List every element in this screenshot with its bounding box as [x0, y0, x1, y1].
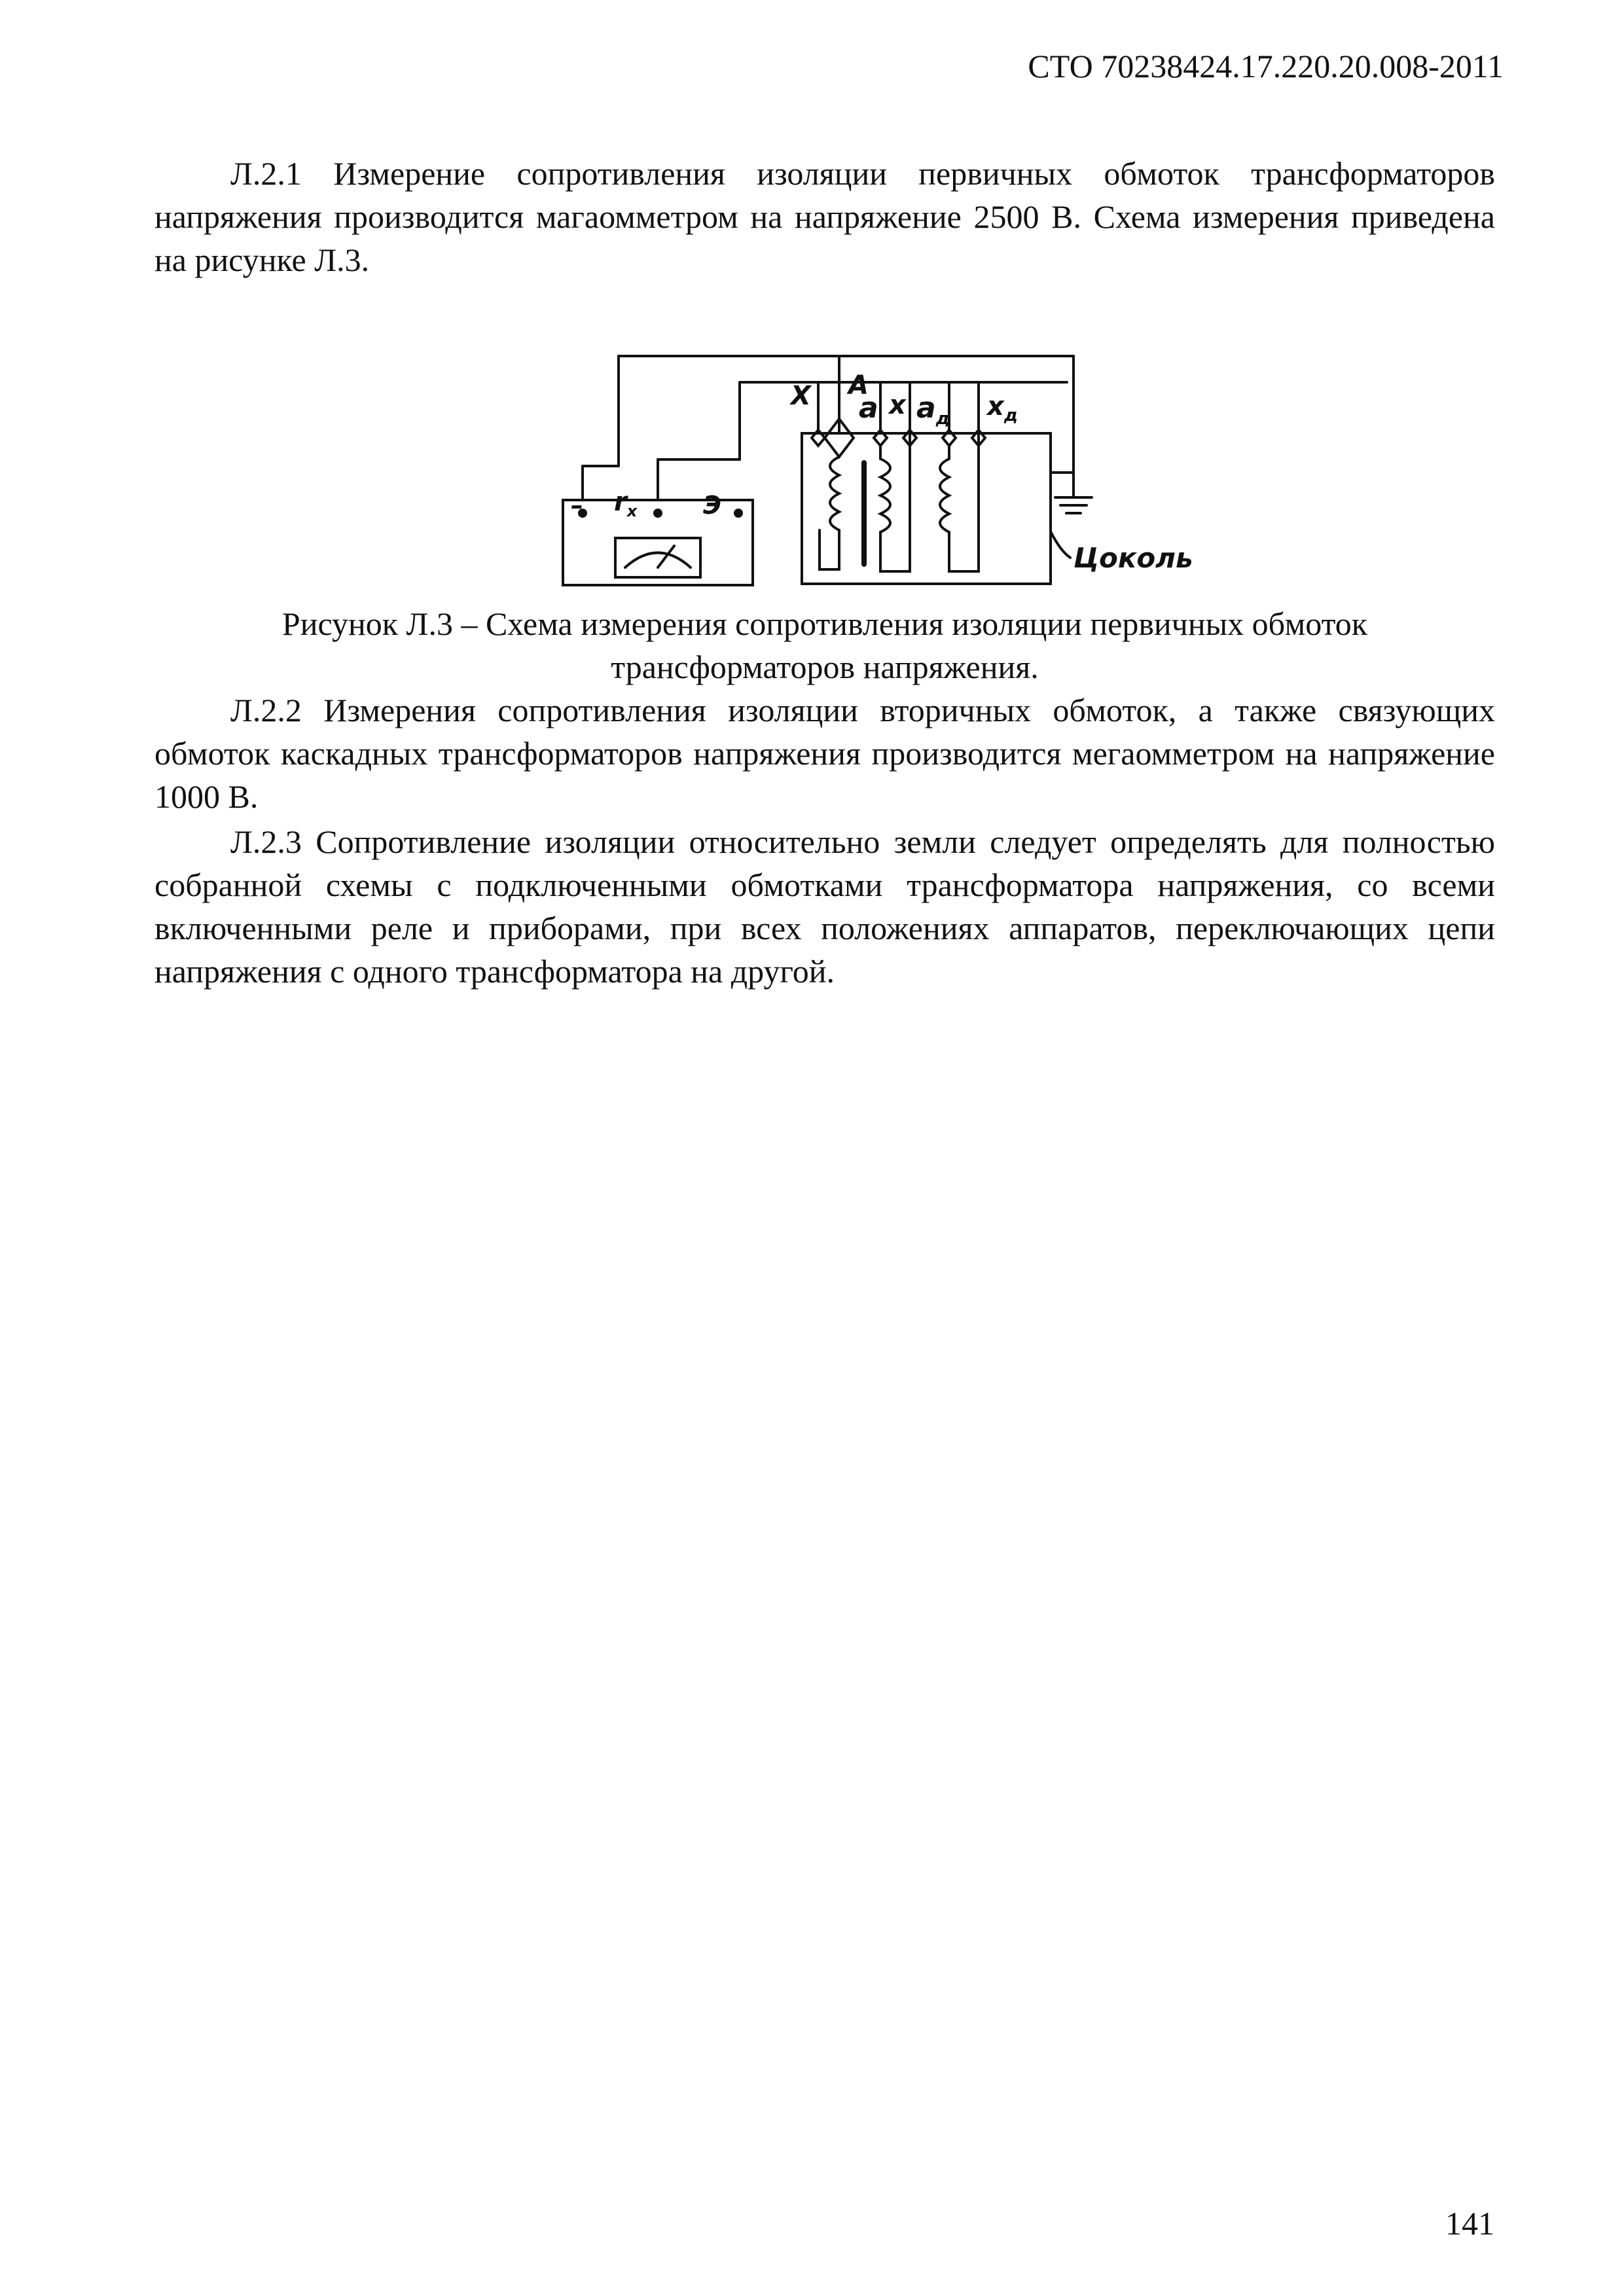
paragraph-l-2-2: Л.2.2 Измерения сопротивления изоляции вторичных обмоток, а также связующих обмоток каскадных трансформаторов напряжения производится мегаомметром на напряжение 1000 В. — [154, 692, 1495, 815]
page-number: 141 — [1445, 2205, 1494, 2242]
caption-line-1: Рисунок Л.3 – Схема измерения сопротивления изоляции первичных обмоток — [281, 605, 1368, 642]
document-code: СТО 70238424.17.220.20.008-2011 — [1028, 48, 1504, 84]
terminal-rx-dot — [655, 510, 661, 516]
label-xd: $x_д$ — [987, 391, 1018, 425]
secondary-coil — [880, 421, 910, 571]
caption-line-2: трансформаторов напряжения. — [611, 649, 1039, 685]
label-small-x: x — [889, 390, 906, 420]
meter-dial — [615, 538, 700, 577]
label-base: Цоколь — [1074, 542, 1193, 574]
label-rx: $r_x$ — [614, 487, 638, 520]
figure-caption — [154, 602, 1495, 689]
terminal-e-dot — [735, 510, 742, 516]
label-ad: $a_д$ — [916, 391, 950, 429]
base-pointer — [1051, 531, 1070, 558]
primary-coil — [820, 457, 839, 569]
paragraph-l-2-3: Л.2.3 Сопротивление изоляции относительно земли следует определять для полностью собранной схемы с подключенными обмотками трансформатора напряжения, со всеми включенными реле и приборами, при всех положениях аппаратов, переключающих цепи напряжения с одного трансформатора на другой. — [154, 823, 1495, 990]
label-x: X — [791, 381, 811, 411]
label-a: A — [848, 370, 869, 401]
label-minus: – — [571, 491, 583, 520]
paragraph-l-2-1: Л.2.1 Измерение сопротивления изоляции первичных обмоток трансформаторов напряжения производится магаомметром на напряжение 2500 В. Схема измерения приведена на рисунке Л.3. — [154, 155, 1495, 278]
label-e: Э — [703, 491, 721, 520]
meter-arc — [625, 553, 691, 568]
label-small-a: a — [859, 391, 878, 425]
figure-l3 — [556, 342, 1198, 590]
